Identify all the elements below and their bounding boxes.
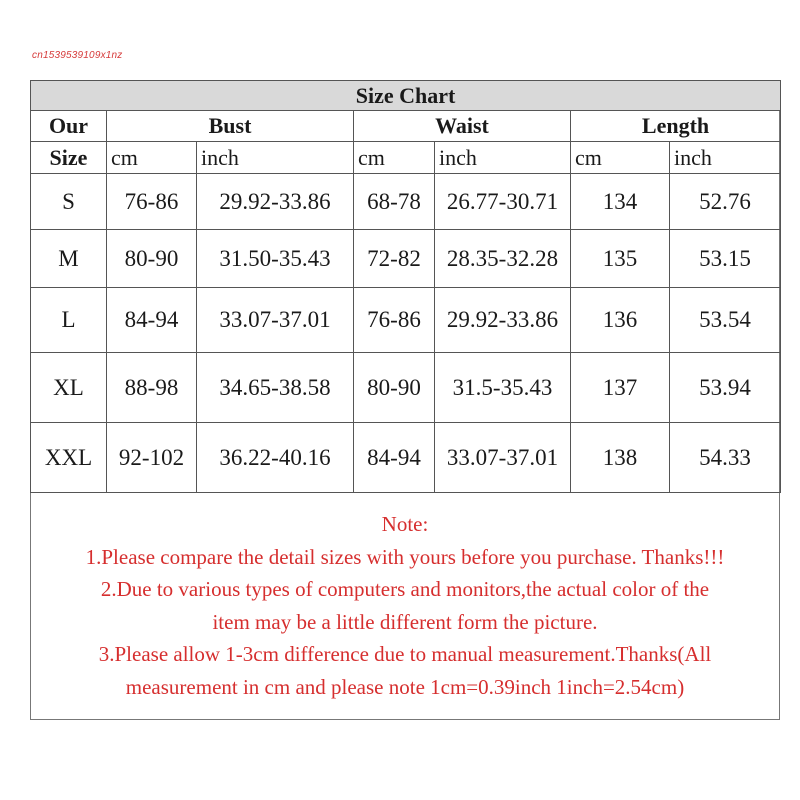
group-length: Length bbox=[571, 111, 781, 142]
bust-inch-cell: 31.50-35.43 bbox=[197, 230, 354, 288]
length-cm-cell: 135 bbox=[571, 230, 670, 288]
group-waist: Waist bbox=[354, 111, 571, 142]
watermark-text: cn1539539109x1nz bbox=[32, 50, 123, 61]
table-row bbox=[31, 174, 781, 230]
table-row bbox=[31, 288, 781, 353]
length-cm-cell: 137 bbox=[571, 353, 670, 423]
size-cell: L bbox=[31, 288, 107, 353]
bust-cm-cell: 80-90 bbox=[107, 230, 197, 288]
size-cell: S bbox=[31, 174, 107, 230]
unit-waist-inch: inch bbox=[435, 142, 571, 174]
length-cm-cell: 138 bbox=[571, 423, 670, 493]
waist-cm-cell: 68-78 bbox=[354, 174, 435, 230]
size-cell: M bbox=[31, 230, 107, 288]
length-cm-cell: 136 bbox=[571, 288, 670, 353]
note-line: 2.Due to various types of computers and monitors,the actual color of the bbox=[100, 577, 710, 601]
length-inch-cell: 52.76 bbox=[670, 174, 781, 230]
note-line: 1.Please compare the detail sizes with yours before you purchase. Thanks!!! bbox=[85, 544, 725, 569]
waist-cm-cell: 72-82 bbox=[354, 230, 435, 288]
unit-length-inch: inch bbox=[670, 142, 781, 174]
length-inch-cell: 54.33 bbox=[670, 423, 781, 493]
bust-cm-cell: 88-98 bbox=[107, 353, 197, 423]
waist-inch-cell: 31.5-35.43 bbox=[435, 353, 571, 423]
waist-inch-cell: 29.92-33.86 bbox=[435, 288, 571, 353]
size-cell: XXL bbox=[31, 423, 107, 493]
note-section bbox=[30, 508, 780, 703]
note-line: measurement in cm and please note 1cm=0.39inch 1inch=2.54cm) bbox=[125, 674, 685, 699]
note-line: 3.Please allow 1-3cm difference due to manual measurement.Thanks(All bbox=[98, 642, 712, 666]
size-chart-table bbox=[30, 80, 781, 493]
bust-inch-cell: 36.22-40.16 bbox=[197, 423, 354, 493]
waist-inch-cell: 33.07-37.01 bbox=[435, 423, 571, 493]
size-label: Size bbox=[31, 142, 107, 174]
size-cell: XL bbox=[31, 353, 107, 423]
bust-inch-cell: 34.65-38.58 bbox=[197, 353, 354, 423]
table-title: Size Chart bbox=[31, 81, 781, 111]
unit-header-row bbox=[31, 142, 781, 174]
unit-bust-cm: cm bbox=[107, 142, 197, 174]
length-inch-cell: 53.54 bbox=[670, 288, 781, 353]
waist-inch-cell: 26.77-30.71 bbox=[435, 174, 571, 230]
waist-cm-cell: 84-94 bbox=[354, 423, 435, 493]
unit-waist-cm: cm bbox=[354, 142, 435, 174]
bust-cm-cell: 92-102 bbox=[107, 423, 197, 493]
bust-inch-cell: 29.92-33.86 bbox=[197, 174, 354, 230]
title-row bbox=[31, 81, 781, 111]
bust-cm-cell: 84-94 bbox=[107, 288, 197, 353]
length-inch-cell: 53.94 bbox=[670, 353, 781, 423]
table-row bbox=[31, 423, 781, 493]
note-line: item may be a little different form the picture. bbox=[212, 609, 598, 634]
unit-bust-inch: inch bbox=[197, 142, 354, 174]
length-cm-cell: 134 bbox=[571, 174, 670, 230]
group-bust: Bust bbox=[107, 111, 354, 142]
our-label: Our bbox=[31, 111, 107, 142]
bust-inch-cell: 33.07-37.01 bbox=[197, 288, 354, 353]
bust-cm-cell: 76-86 bbox=[107, 174, 197, 230]
table-row bbox=[31, 230, 781, 288]
waist-cm-cell: 76-86 bbox=[354, 288, 435, 353]
waist-inch-cell: 28.35-32.28 bbox=[435, 230, 571, 288]
length-inch-cell: 53.15 bbox=[670, 230, 781, 288]
note-heading: Note: bbox=[381, 512, 429, 536]
group-header-row bbox=[31, 111, 781, 142]
table-row bbox=[31, 353, 781, 423]
waist-cm-cell: 80-90 bbox=[354, 353, 435, 423]
unit-length-cm: cm bbox=[571, 142, 670, 174]
